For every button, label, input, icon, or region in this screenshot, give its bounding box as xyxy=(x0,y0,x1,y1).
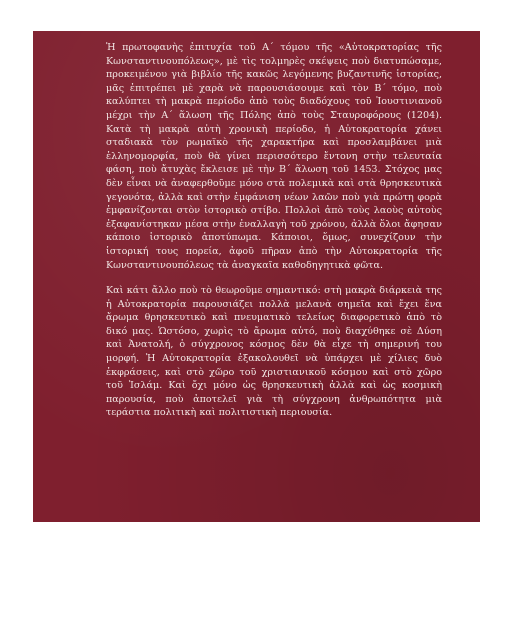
blurb-paragraph-1: Ἡ πρωτοφανὴς ἐπιτυχία τοῦ Α΄ τόμου τῆς «Αὐτοκρατορίας τῆς Κωνσταντινουπόλεως», μὲ τὶς τολμηρὲς σκέψεις ποὺ διατυπώσαμε, προκειμένου γιὰ βιβλίο τῆς κακῶς λεγόμενης βυζαντινῆς ἱστορίας, μᾶς ἐπιτρέπει μὲ χαρὰ νὰ παρουσιάσουμε καὶ τὸν Β΄ τόμο, ποὺ καλύπτει τὴ μακρὰ περίοδο ἀπὸ τοὺς διαδόχους τοῦ Ἰουστινιανοῦ μέχρι τὴν Α΄ ἅλωση τῆς Πόλης ἀπὸ τοὺς Σταυροφόρους (1204). Κατὰ τὴ μακρὰ αὐτὴ χρονικὴ περίοδο, ἡ Αὐτοκρατορία χάνει σταδιακὰ τὸν ρωμαϊκὸ τῆς χαρακτήρα καὶ προσλαμβάνει μιὰ ἑλληνομορφία, ποὺ θὰ γίνει περισσότερο ἔντονη στὴν τελευταία φάση, ποὺ ἄτυχὰς ἔκλεισε μὲ τὴν Β΄ ἅλωση τοῦ 1453. Στόχος μας δὲν εἶναι νὰ ἀναφερθοῦμε μόνο στὰ πολεμικὰ καὶ στὰ θρησκευτικὰ γεγονότα, ἀλλὰ καὶ στὴν ἐμφάνιση νέων λαῶν ποὺ γιὰ πρώτη φορὰ ἐμφανίζονται στὸν ἱστορικὸ στίβο. Πολλοὶ ἀπὸ τοὺς λαοὺς αὐτοὺς ἐξαφανίστηκαν μέσα στὴν ἐναλλαγὴ τοῦ χρόνου, ἀλλὰ ὅλοι ἄφησαν κάποιο ἱστορικὸ ἀποτύπωμα. Κάποιοι, ὅμως, συνεχίζουν τὴν ἱστορική τους πορεία, ἀφοῦ πῆραν ἀπὸ τὴν Αὐτοκρατορία τῆς Κωνσταντινουπόλεως τὰ ἀναγκαῖα καθοδηγητικὰ φῶτα. xyxy=(106,42,442,271)
blurb-paragraph-2: Καὶ κάτι ἄλλο ποὺ τὸ θεωροῦμε σημαντικό: στὴ μακρὰ διάρκειὰ της ἡ Αὐτοκρατορία παρουσιάζει πολλὰ μελανὰ σημεῖα καὶ ἔχει ἕνα ἄρωμα θρησκευτικὸ καὶ πνευματικὸ τελείως διαφορετικὸ ἀπὸ τὸ δικό μας. Ὡστόσο, χωρὶς τὸ ἄρωμα αὐτό, ποὺ διαχύθηκε σὲ Δύση καὶ Ἀνατολή, ὁ σύγχρονος κόσμος δὲν θὰ εἶχε τὴ σημερινή του μορφή. Ἡ Αὐτοκρατορία ἐξακολουθεῖ νὰ ὑπάρχει μὲ χίλιες δυὸ ἐκφράσεις, καὶ στὸ χῶρο τοῦ χριστιανικοῦ κόσμου καὶ στὸ χῶρο τοῦ Ἰσλάμ. Καὶ ὄχι μόνο ὡς θρησκευτικὴ ἀλλὰ καὶ ὡς κοσμικὴ παρουσία, ποὺ ἀποτελεῖ γιὰ τὴ σύγχρονη ἀνθρωπότητα μιὰ τεράστια πολιτικὴ καὶ πολιτιστικὴ περιουσία. xyxy=(106,285,442,419)
back-cover-panel xyxy=(33,31,480,522)
